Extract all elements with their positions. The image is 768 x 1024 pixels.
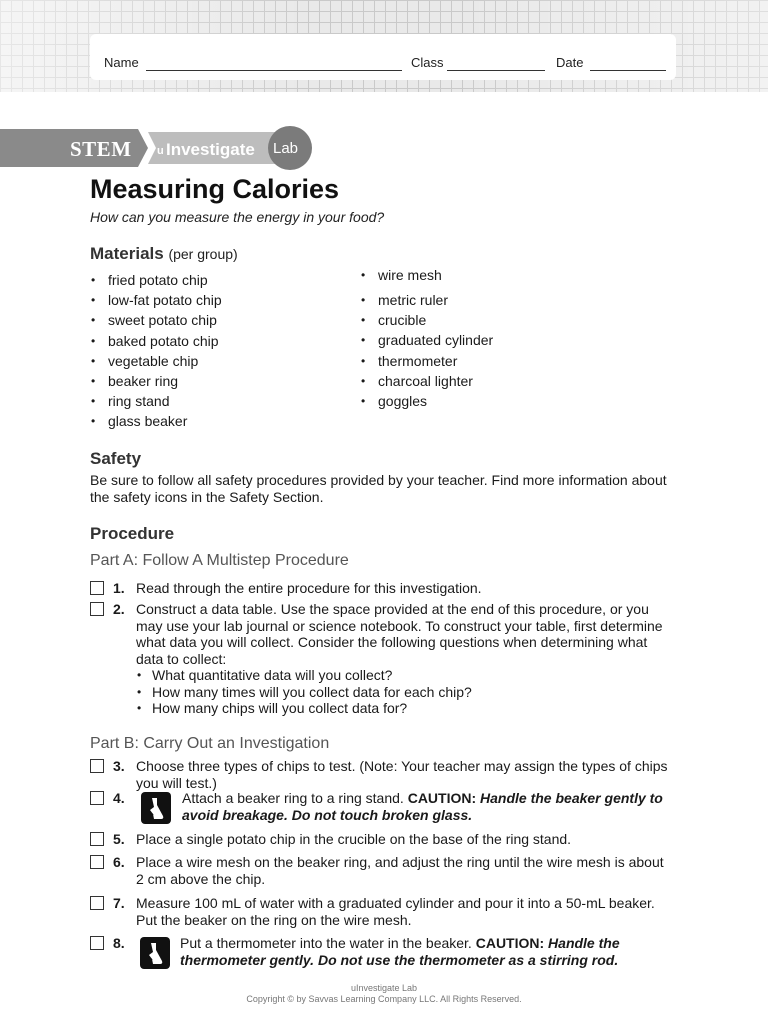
step-text: Read through the entire procedure for this investigation. xyxy=(136,580,482,596)
step-number: 7. xyxy=(113,895,125,911)
step-7-checkbox[interactable] xyxy=(90,896,104,910)
list-item: • low-fat potato chip xyxy=(91,290,222,310)
step-1-checkbox[interactable] xyxy=(90,581,104,595)
part-b-heading: Part B: Carry Out an Investigation xyxy=(90,735,330,752)
materials-list-right xyxy=(361,265,493,411)
step-3-checkbox[interactable] xyxy=(90,759,104,773)
name-field[interactable] xyxy=(146,70,402,71)
lab-label: Lab xyxy=(273,140,299,157)
list-item: • metric ruler xyxy=(361,290,493,310)
list-item: • wire mesh xyxy=(361,265,493,290)
caution-label: CAUTION: xyxy=(407,790,477,806)
safety-heading: Safety xyxy=(90,449,142,468)
stem-label: STEM xyxy=(70,137,132,161)
materials-title: Materials xyxy=(90,244,164,263)
step-8 xyxy=(90,935,690,971)
list-item: • What quantitative data will you collect? xyxy=(136,667,676,684)
step-text: Put a thermometer into the water in the beaker. xyxy=(180,935,472,951)
step-1 xyxy=(90,580,690,598)
list-item: • goggles xyxy=(361,391,493,411)
date-label: Date xyxy=(556,55,584,70)
uinvestigate-label: Investigate xyxy=(166,140,255,159)
step-2 xyxy=(90,601,690,721)
footer-title: uInvestigate Lab xyxy=(350,983,418,993)
procedure-heading: Procedure xyxy=(90,524,175,543)
caution-label: CAUTION: xyxy=(475,935,545,951)
step-8-checkbox[interactable] xyxy=(90,936,104,950)
glassware-safety-icon xyxy=(140,937,170,969)
step-number: 5. xyxy=(113,831,125,847)
list-item: • beaker ring xyxy=(91,371,222,391)
list-item: • fried potato chip xyxy=(91,270,222,290)
step-number: 2. xyxy=(113,601,125,617)
caution-text: Handle the beaker gently to avoid breakage. Do not touch broken glass. xyxy=(182,790,663,823)
materials-heading xyxy=(90,244,238,264)
step-body xyxy=(180,935,675,968)
step-6-checkbox[interactable] xyxy=(90,855,104,869)
list-item: • crucible xyxy=(361,310,493,330)
step-text: Choose three types of chips to test. (Note: Your teacher may assign the types of chips you will test.) xyxy=(136,758,668,791)
glassware-safety-icon xyxy=(141,792,171,824)
safety-text: Be sure to follow all safety procedures provided by your teacher. Find more information about the safety icons in the Safety Section. xyxy=(90,472,667,505)
step-number: 8. xyxy=(113,935,125,951)
page-title: Measuring Calories xyxy=(90,174,340,204)
footer-copyright: Copyright © by Savvas Learning Company LLC. All Rights Reserved. xyxy=(246,994,522,1004)
step-text: Attach a beaker ring to a ring stand. xyxy=(182,790,404,806)
list-item: • glass beaker xyxy=(91,411,222,431)
caution-text: Handle the thermometer gently. Do not use the thermometer as a stirring rod. xyxy=(180,935,620,968)
step-text: Construct a data table. Use the space provided at the end of this procedure, or you may use your lab journal or science notebook. To construct your table, first determine what data you will collect. Consider the following questions when determining what data to collect: xyxy=(136,601,663,667)
step-6 xyxy=(90,854,690,888)
step-2-checkbox[interactable] xyxy=(90,602,104,616)
step-number: 3. xyxy=(113,758,125,774)
step-body xyxy=(136,601,676,717)
date-field[interactable] xyxy=(590,70,666,71)
step-5 xyxy=(90,831,690,849)
step-number: 6. xyxy=(113,854,125,870)
page-subtitle: How can you measure the energy in your food? xyxy=(90,209,385,225)
question-list xyxy=(136,667,676,717)
list-item: • How many chips will you collect data for? xyxy=(136,700,676,717)
list-item: • How many times will you collect data for each chip? xyxy=(136,684,676,701)
step-text: Place a single potato chip in the crucible on the base of the ring stand. xyxy=(136,831,572,847)
list-item: • charcoal lighter xyxy=(361,371,493,391)
list-item: • ring stand xyxy=(91,391,222,411)
list-item: • thermometer xyxy=(361,351,493,371)
step-number: 1. xyxy=(113,580,125,596)
step-3 xyxy=(90,758,690,792)
step-4 xyxy=(90,790,690,826)
step-text: Place a wire mesh on the beaker ring, and adjust the ring until the wire mesh is about 2 cm above the chip. xyxy=(136,854,664,887)
part-a-heading: Part A: Follow A Multistep Procedure xyxy=(90,552,349,569)
list-item: • baked potato chip xyxy=(91,331,222,351)
list-item: • sweet potato chip xyxy=(91,310,222,330)
class-label: Class xyxy=(411,55,444,70)
step-5-checkbox[interactable] xyxy=(90,832,104,846)
step-7 xyxy=(90,895,690,929)
step-body xyxy=(182,790,672,823)
uinvestigate-u: u xyxy=(157,145,164,157)
materials-note: (per group) xyxy=(168,246,238,262)
step-4-checkbox[interactable] xyxy=(90,791,104,805)
step-number: 4. xyxy=(113,790,125,806)
materials-list-left xyxy=(91,270,222,432)
list-item: • vegetable chip xyxy=(91,351,222,371)
list-item: • graduated cylinder xyxy=(361,330,493,350)
student-info-box xyxy=(90,34,676,80)
name-label: Name xyxy=(104,55,139,70)
class-field[interactable] xyxy=(447,70,545,71)
step-text: Measure 100 mL of water with a graduated cylinder and pour it into a 50-mL beaker. Put the beaker on the ring on the wire mesh. xyxy=(136,895,655,928)
